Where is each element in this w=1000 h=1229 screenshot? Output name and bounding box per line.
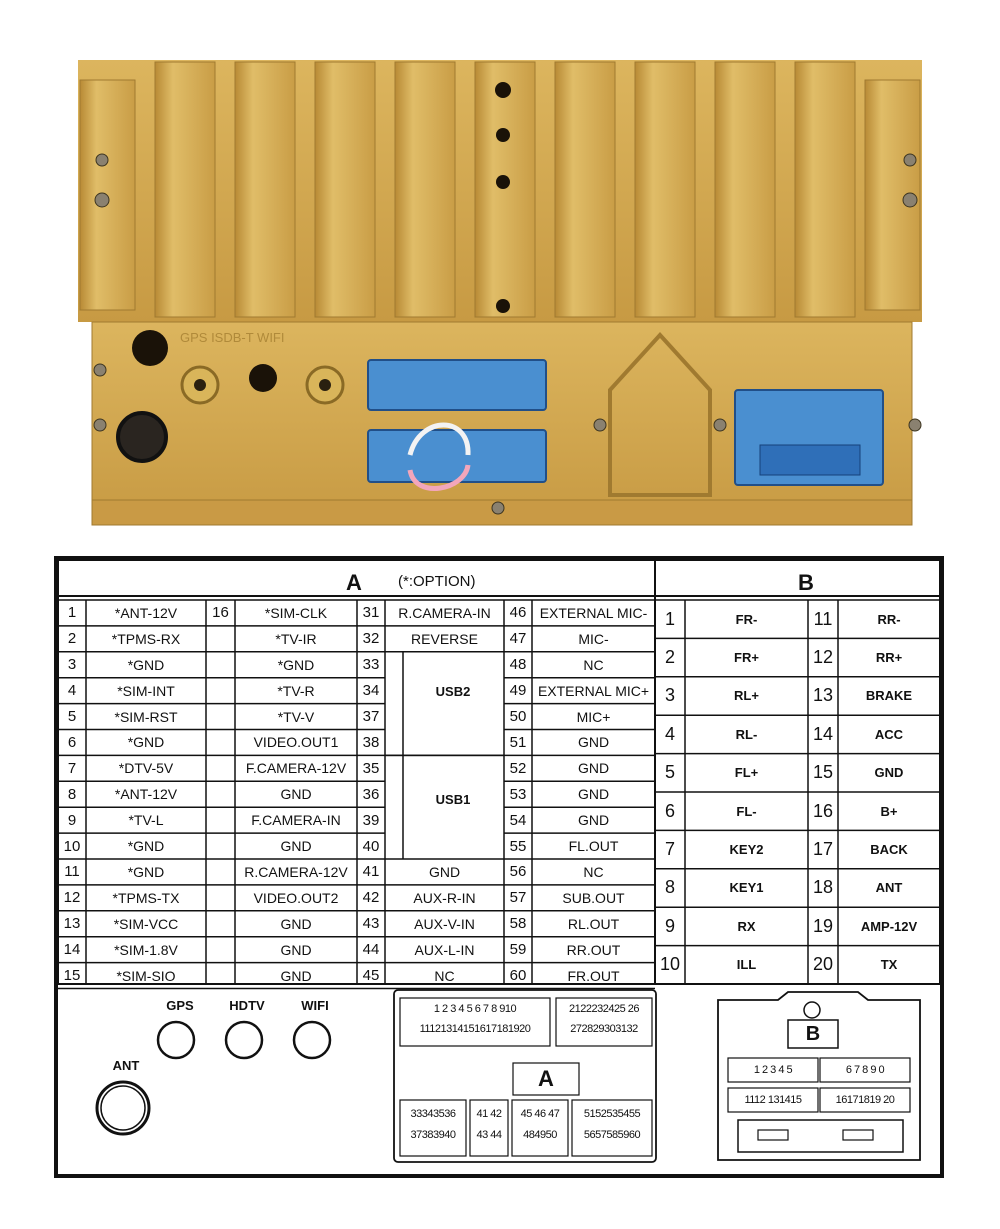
pin-number: 9 bbox=[67, 811, 77, 829]
pin-number bbox=[206, 937, 235, 963]
pin-label: ANT bbox=[875, 880, 903, 896]
pin-label: *TV-L bbox=[128, 812, 164, 829]
wiring-chart bbox=[54, 556, 944, 1178]
pin-number bbox=[206, 781, 235, 807]
pin-row: 5152535455 bbox=[583, 1108, 641, 1120]
pin-number: 3 bbox=[67, 656, 77, 674]
pin-number: 60 bbox=[509, 967, 527, 985]
pin-label: RL- bbox=[735, 726, 758, 742]
pin-number: 34 bbox=[362, 682, 380, 700]
pin-label: GND bbox=[874, 765, 904, 781]
pin-number: 59 bbox=[509, 941, 527, 959]
gps-label: GPS bbox=[166, 998, 194, 1013]
pin-label: VIDEO.OUT2 bbox=[253, 889, 339, 906]
pin-number: 44 bbox=[362, 941, 380, 959]
pin-number: 4 bbox=[67, 682, 77, 700]
usb2-label: USB2 bbox=[435, 683, 471, 699]
pin-number: 7 bbox=[664, 839, 675, 860]
pin-label: GND bbox=[428, 863, 461, 880]
pin-label: GND bbox=[280, 967, 312, 984]
pin-number: 11 bbox=[64, 863, 80, 881]
pin-number: 8 bbox=[67, 785, 77, 803]
pin-label: REVERSE bbox=[411, 630, 478, 647]
pin-label: R.CAMERA-12V bbox=[244, 863, 348, 880]
pin-number: 47 bbox=[509, 630, 527, 648]
pin-label: KEY2 bbox=[729, 842, 764, 858]
pin-row: 1 2 3 4 5 6 7 8 910 bbox=[433, 1003, 517, 1015]
pin-number: 12 bbox=[812, 647, 834, 668]
pin-number: 57 bbox=[509, 889, 527, 907]
pin-label: SUB.OUT bbox=[562, 889, 625, 906]
pin-label: RR+ bbox=[875, 650, 903, 666]
pin-number: 53 bbox=[509, 785, 527, 803]
pin-number: 56 bbox=[509, 863, 527, 881]
pin-number: 13 bbox=[812, 685, 834, 706]
pin-label: MIC+ bbox=[576, 708, 611, 725]
pin-number: 14 bbox=[63, 941, 81, 959]
pin-row: 2122232425 26 bbox=[569, 1003, 639, 1015]
pin-number bbox=[206, 755, 235, 781]
pin-label: RR.OUT bbox=[566, 941, 621, 958]
pin-number bbox=[206, 704, 235, 730]
pin-number: 9 bbox=[664, 915, 675, 936]
pin-label: TX bbox=[880, 957, 898, 973]
pin-label: *TPMS-RX bbox=[111, 630, 181, 647]
pin-label: B+ bbox=[880, 803, 898, 819]
pin-label: *SIM-RST bbox=[114, 708, 178, 725]
pin-number: 55 bbox=[509, 837, 527, 855]
pin-number bbox=[206, 963, 235, 989]
unit-rear-photo bbox=[70, 60, 930, 530]
option-note: (*:OPTION) bbox=[398, 573, 476, 590]
pin-number: 1 bbox=[664, 608, 675, 629]
pin-row: 484950 bbox=[523, 1129, 557, 1141]
pin-row: 37383940 bbox=[410, 1129, 456, 1141]
pin-label: EXTERNAL MIC+ bbox=[537, 682, 650, 699]
pin-label: AUX-L-IN bbox=[414, 941, 475, 958]
pin-number: 6 bbox=[67, 733, 77, 751]
pin-label: EXTERNAL MIC- bbox=[539, 604, 648, 621]
pin-number bbox=[206, 859, 235, 885]
pin-label: *TV-V bbox=[277, 708, 315, 725]
pin-label: FL.OUT bbox=[568, 838, 619, 855]
pin-number bbox=[206, 885, 235, 911]
pin-row: 5657585960 bbox=[583, 1129, 641, 1141]
pin-number: 31 bbox=[362, 604, 380, 622]
pin-label: *SIM-VCC bbox=[113, 915, 179, 932]
pin-row: 11121314151617181920 bbox=[419, 1023, 531, 1035]
pin-label: *ANT-12V bbox=[114, 786, 178, 803]
pin-number: 16 bbox=[212, 604, 229, 622]
pin-number: 52 bbox=[509, 759, 527, 777]
pin-number bbox=[206, 626, 235, 652]
pin-number: 5 bbox=[67, 708, 77, 726]
pin-number: 35 bbox=[362, 759, 380, 777]
pin-row: 45 46 47 bbox=[520, 1108, 560, 1120]
pin-label: NC bbox=[434, 967, 455, 984]
pin-label: *TV-R bbox=[277, 682, 315, 699]
pin-number bbox=[206, 678, 235, 704]
pin-number: 2 bbox=[67, 630, 77, 648]
pin-label: FL- bbox=[736, 803, 757, 819]
pin-row: 33343536 bbox=[410, 1108, 456, 1120]
pin-row: 41 42 bbox=[476, 1108, 502, 1120]
pin-label: *SIM-INT bbox=[117, 682, 175, 699]
pin-label: *GND bbox=[127, 863, 165, 880]
pin-label: MIC- bbox=[578, 630, 609, 647]
pin-label: AUX-R-IN bbox=[413, 889, 476, 906]
pin-number: 38 bbox=[362, 733, 380, 751]
pin-number bbox=[206, 807, 235, 833]
pin-number: 48 bbox=[509, 656, 527, 674]
pin-number: 51 bbox=[509, 733, 527, 751]
pin-label: NC bbox=[583, 863, 604, 880]
pin-label: GND bbox=[280, 786, 312, 803]
pin-label: RL.OUT bbox=[567, 915, 620, 932]
pin-number: 15 bbox=[812, 762, 834, 783]
pin-label: GND bbox=[577, 760, 610, 777]
pin-number: 10 bbox=[63, 837, 81, 855]
pin-row: 272829303132 bbox=[570, 1023, 638, 1035]
pin-label: *TV-IR bbox=[275, 630, 317, 647]
pin-label: BACK bbox=[870, 842, 908, 858]
ant-label: ANT bbox=[112, 1058, 140, 1073]
pin-number: 39 bbox=[362, 811, 380, 829]
pin-label: GND bbox=[280, 915, 312, 932]
pin-label: FR- bbox=[735, 611, 758, 627]
pin-number: 32 bbox=[362, 630, 380, 648]
pin-number: 1 bbox=[67, 604, 77, 622]
pin-number: 46 bbox=[509, 604, 527, 622]
pin-row: 1 2 3 4 5 bbox=[753, 1064, 793, 1076]
pin-number bbox=[206, 730, 235, 756]
pin-number: 12 bbox=[63, 889, 81, 907]
pin-row: 1112 131415 bbox=[744, 1094, 802, 1106]
pin-number: 3 bbox=[664, 685, 675, 706]
pin-label: FR+ bbox=[734, 650, 759, 666]
pin-number: 42 bbox=[362, 889, 380, 907]
pin-label: RR- bbox=[877, 611, 901, 627]
pin-number: 41 bbox=[362, 863, 380, 881]
pin-number: 43 bbox=[362, 915, 380, 933]
pin-number: 45 bbox=[362, 967, 380, 985]
pin-label: *TPMS-TX bbox=[112, 889, 180, 906]
pin-number: 17 bbox=[812, 839, 834, 860]
pin-label: FL+ bbox=[734, 765, 759, 781]
connector-a-label: A bbox=[538, 1066, 554, 1091]
pin-label: AUX-V-IN bbox=[414, 915, 475, 932]
pin-label: NC bbox=[583, 656, 604, 673]
pin-number: 54 bbox=[509, 811, 527, 829]
pin-number: 19 bbox=[812, 915, 834, 936]
connector-b-photo bbox=[735, 390, 883, 485]
pin-label: VIDEO.OUT1 bbox=[253, 734, 339, 751]
connector-b-label: B bbox=[805, 1022, 821, 1045]
pin-label: GND bbox=[577, 786, 610, 803]
pin-number bbox=[206, 833, 235, 859]
pin-label: *SIM-CLK bbox=[264, 604, 328, 621]
pin-number: 8 bbox=[664, 877, 675, 898]
pin-number: 15 bbox=[63, 967, 81, 985]
pin-number: 11 bbox=[813, 608, 833, 629]
pin-label: *SIM-SIO bbox=[116, 967, 176, 984]
pin-number: 58 bbox=[509, 915, 527, 933]
pin-label: RX bbox=[737, 918, 756, 934]
pin-row: 43 44 bbox=[476, 1129, 502, 1141]
pin-number: 7 bbox=[67, 759, 77, 777]
pin-number: 14 bbox=[812, 723, 834, 744]
pin-number: 18 bbox=[812, 877, 834, 898]
pin-number bbox=[206, 652, 235, 678]
pin-label: GND bbox=[577, 734, 610, 751]
pin-label: R.CAMERA-IN bbox=[398, 604, 491, 621]
pin-label: GND bbox=[577, 812, 610, 829]
pin-number: 16 bbox=[812, 800, 834, 821]
pin-label: AMP-12V bbox=[860, 918, 918, 934]
pin-label: KEY1 bbox=[729, 880, 764, 896]
pin-label: F.CAMERA-IN bbox=[251, 812, 341, 829]
pin-label: *GND bbox=[127, 838, 165, 855]
section-b-title: B bbox=[798, 570, 814, 595]
pin-row: 16171819 20 bbox=[835, 1094, 895, 1106]
pin-label: *DTV-5V bbox=[118, 760, 174, 777]
usb1-label: USB1 bbox=[435, 791, 471, 807]
pin-number: 33 bbox=[362, 656, 380, 674]
pin-label: *GND bbox=[277, 656, 315, 673]
pin-label: *ANT-12V bbox=[114, 604, 178, 621]
wifi-label: WIFI bbox=[301, 998, 329, 1013]
pin-label: ILL bbox=[736, 957, 757, 973]
pin-number: 2 bbox=[664, 647, 675, 668]
pin-number: 6 bbox=[664, 800, 675, 821]
pin-number: 20 bbox=[812, 954, 834, 975]
pin-label: ACC bbox=[874, 726, 904, 742]
section-a-title: A bbox=[346, 570, 362, 595]
pin-number: 36 bbox=[362, 785, 380, 803]
panel-silk-label: GPS ISDB-T WIFI bbox=[180, 330, 285, 345]
pin-label: RL+ bbox=[734, 688, 759, 704]
pin-number: 5 bbox=[664, 762, 675, 783]
pin-label: GND bbox=[280, 941, 312, 958]
pin-label: F.CAMERA-12V bbox=[245, 760, 347, 777]
pin-label: FR.OUT bbox=[567, 967, 620, 984]
pin-number: 10 bbox=[659, 954, 681, 975]
pin-row: 6 7 8 9 0 bbox=[845, 1064, 885, 1076]
pin-label: *GND bbox=[127, 656, 165, 673]
pin-number: 50 bbox=[509, 708, 527, 726]
pin-number: 40 bbox=[362, 837, 380, 855]
pin-number: 13 bbox=[63, 915, 81, 933]
pin-number bbox=[206, 911, 235, 937]
hdtv-label: HDTV bbox=[229, 998, 265, 1013]
pin-number: 49 bbox=[509, 682, 527, 700]
pin-label: *SIM-1.8V bbox=[114, 941, 178, 958]
pin-label: GND bbox=[280, 838, 312, 855]
pin-number: 4 bbox=[664, 723, 675, 744]
pin-label: *GND bbox=[127, 734, 165, 751]
pin-number: 37 bbox=[362, 708, 380, 726]
pin-label: BRAKE bbox=[865, 688, 913, 704]
